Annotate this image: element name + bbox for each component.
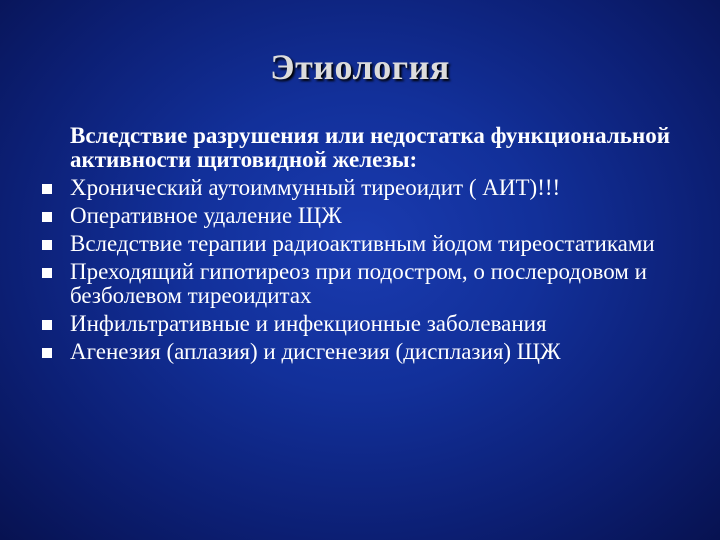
- list-item: [42, 312, 702, 336]
- slide-body: [42, 124, 702, 368]
- square-bullet-icon: [42, 268, 52, 278]
- square-bullet-icon: [42, 240, 52, 250]
- list-item-text: Преходящий гипотиреоз при подостром, о послеродовом и безболевом тиреоидитах: [70, 259, 647, 308]
- list-item: [42, 260, 702, 308]
- slide-title: Этиология: [270, 47, 450, 87]
- list-item-text: Инфильтративные и инфекционные заболевания: [70, 311, 547, 336]
- list-item: [42, 176, 702, 200]
- list-item-text: Агенезия (аплазия) и дисгенезия (дисплазия) ЩЖ: [70, 339, 561, 364]
- square-bullet-icon: [42, 320, 52, 330]
- list-item-text: Вследствие терапии радиоактивным йодом тиреостатиками: [70, 231, 655, 256]
- square-bullet-icon: [42, 184, 52, 194]
- list-item-text: Оперативное удаление ЩЖ: [70, 203, 342, 228]
- list-item-text: Хронический аутоиммунный тиреоидит ( АИТ)!!!: [70, 175, 561, 200]
- list-item: [42, 232, 702, 256]
- list-item: [42, 340, 702, 364]
- square-bullet-icon: [42, 212, 52, 222]
- intro-text: Вследствие разрушения или недостатка функциональной активности щитовидной железы:: [70, 123, 670, 172]
- bullet-list: [42, 176, 702, 364]
- square-bullet-icon: [42, 348, 52, 358]
- list-item: [42, 204, 702, 228]
